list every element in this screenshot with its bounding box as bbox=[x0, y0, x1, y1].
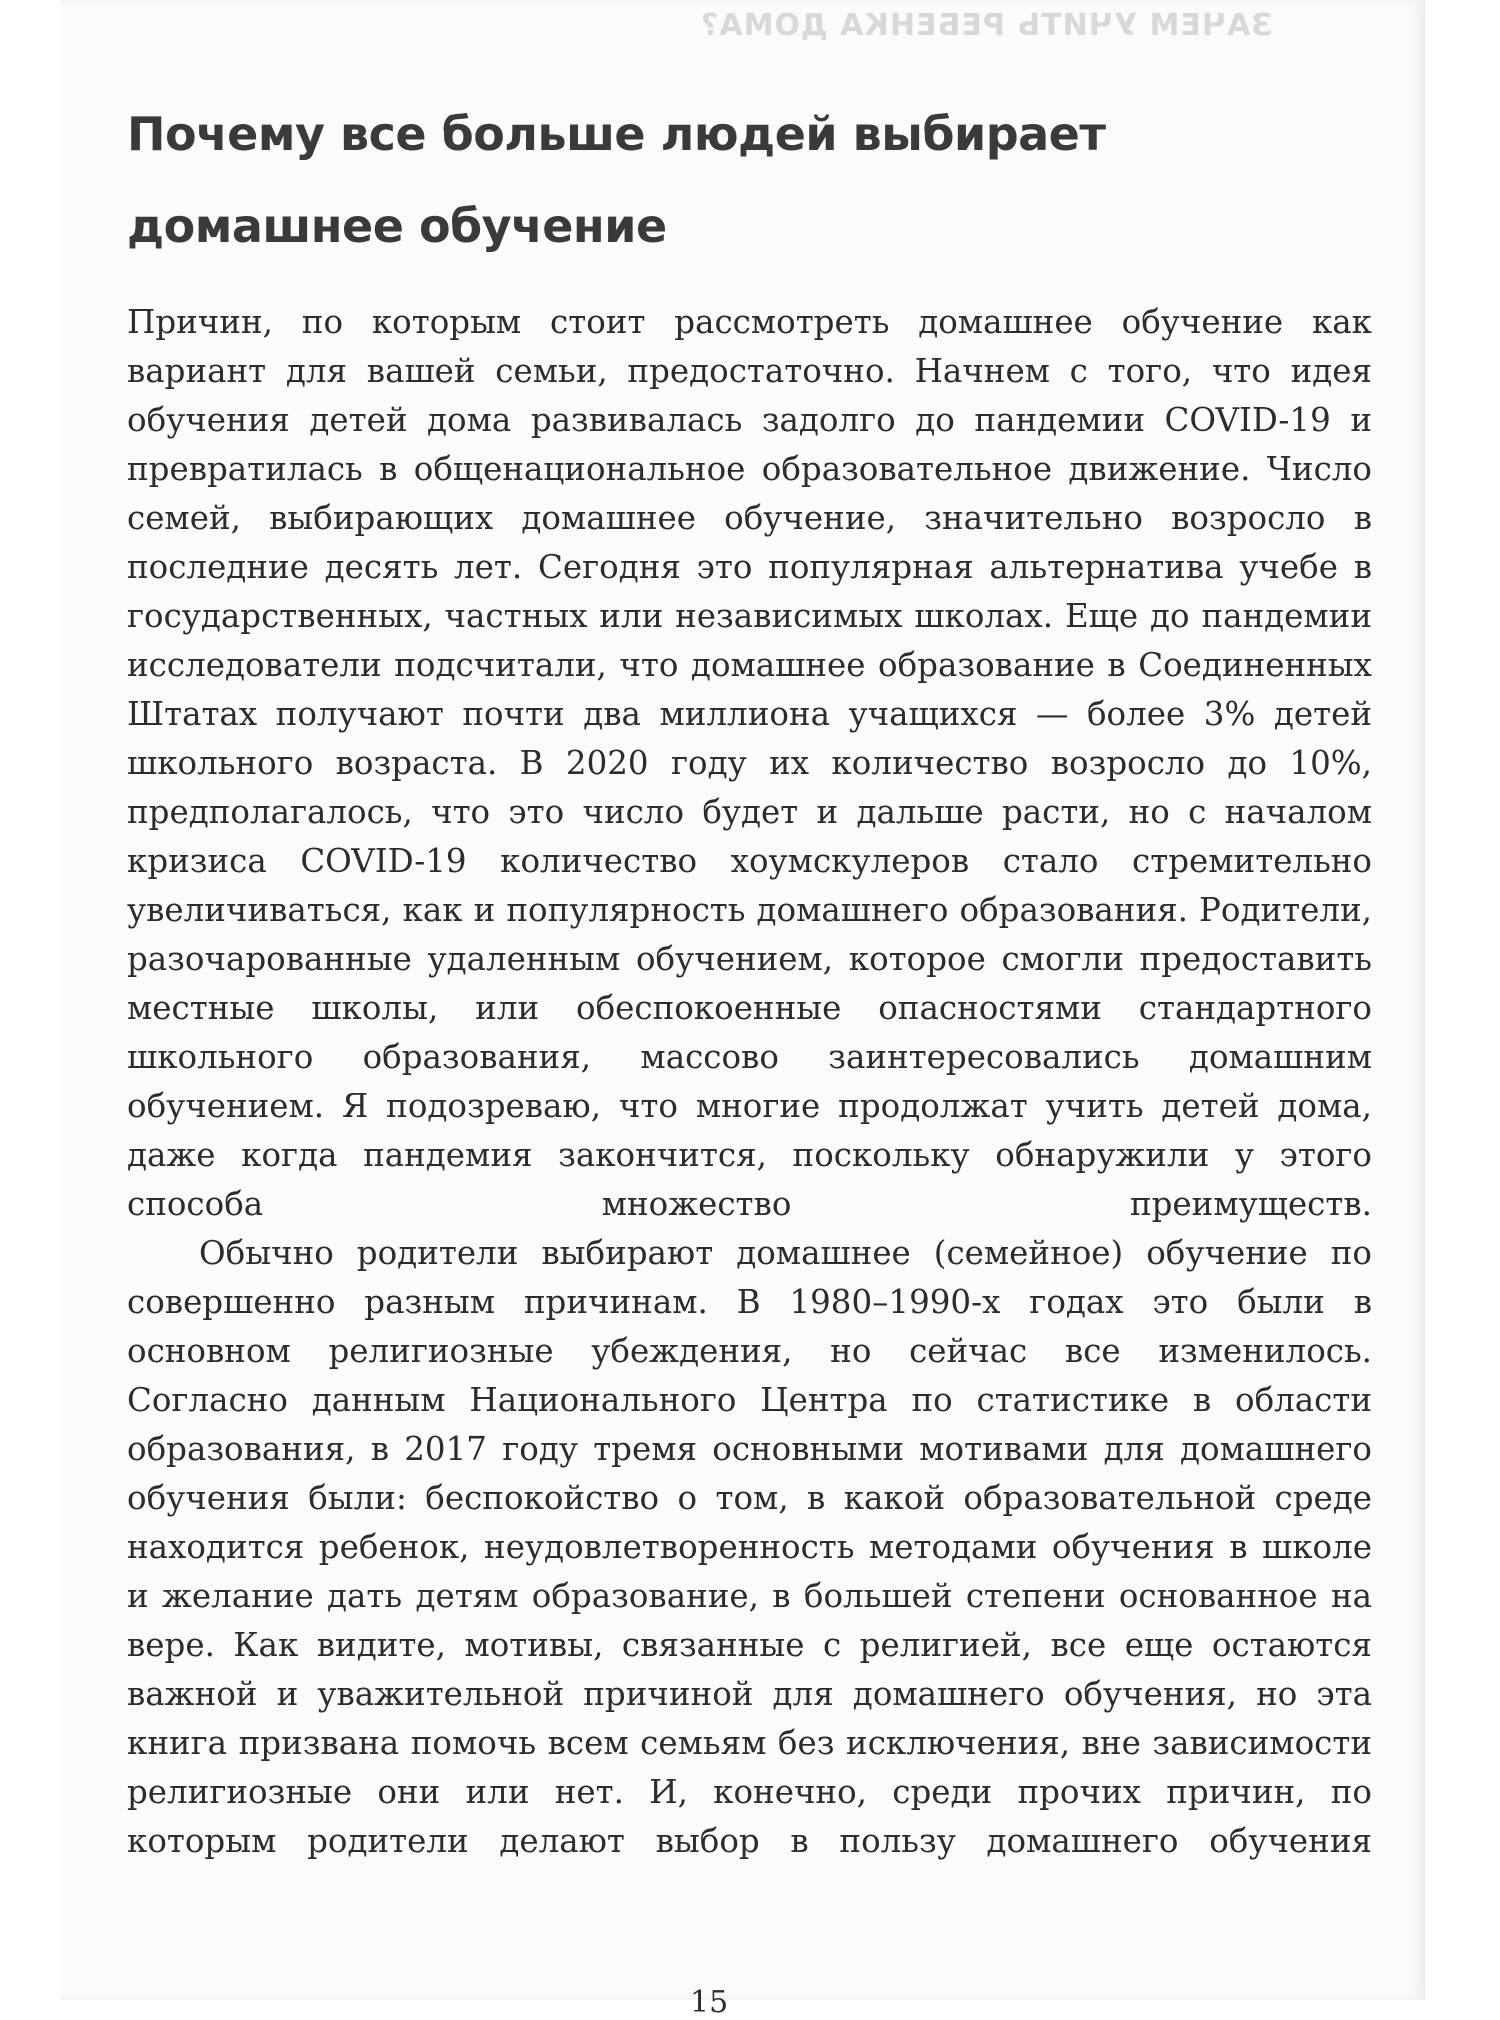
section-heading: Почему все больше людей выбирает домашнее обучение bbox=[127, 107, 1106, 253]
paragraph-2: Обычно родители выбирают домашнее (семейное) обучение по совершенно разным причинам. В 1980–1990-х годах это были в основном религиозные убеждения, но сейчас все изменилось. Согласно данным Национального Центра по статистике в области образования, в 2017 году тремя основными мотивами для домашнего обучения были: беспокойство о том, в какой образовательной среде находится ребенок, неудовлетворенность методами обучения в школе и желание дать детям образование, в большей степени основанное на вере. Как видите, мотивы, связанные с религией, все еще остаются важной и уважительной причиной для домашнего обучения, но эта книга призвана помочь всем семьям без исключения, вне зависимости религиозные они или нет. И, конечно, среди прочих причин, по которым родители делают выбор в пользу домашнего обучения bbox=[127, 1234, 1372, 1860]
paragraph-1: Причин, по которым стоит рассмотреть домашнее обучение как вариант для вашей семьи, предостаточно. Начнем с того, что идея обучения детей дома развивалась задолго до пандемии COVID-19 и превратилась в общенациональное образовательное движение. Число семей, выбирающих домашнее обучение, значительно возросло в последние десять лет. Сегодня это популярная альтернатива учебе в государственных, частных или независимых школах. Еще до пандемии исследователи подсчитали, что домашнее образование в Соединенных Штатах получают почти два миллиона учащихся — более 3% детей школьного возраста. В 2020 году их количество возросло до 10%, предполагалось, что это число будет и дальше расти, но с началом кризиса COVID-19 количество хоумскулеров стало стремительно увеличиваться, как и популярность домашнего образования. Родители, разочарованные удаленным обучением, которое смогли предоставить местные школы, или обеспокоенные опасностями стандартного школьного образования, массово заинтересовались домашним обучением. Я подозреваю, что многие продолжат учить детей дома, даже когда пандемия закончится, поскольку обнаружили у этого способа множество преимуществ. bbox=[127, 303, 1372, 1223]
page-content bbox=[127, 88, 1372, 1866]
bleed-through-header: ЗАЧЕМ УЧИТЬ РЕБЕНКА ДОМА? bbox=[700, 8, 1273, 43]
page-number: 15 bbox=[690, 1985, 729, 2020]
